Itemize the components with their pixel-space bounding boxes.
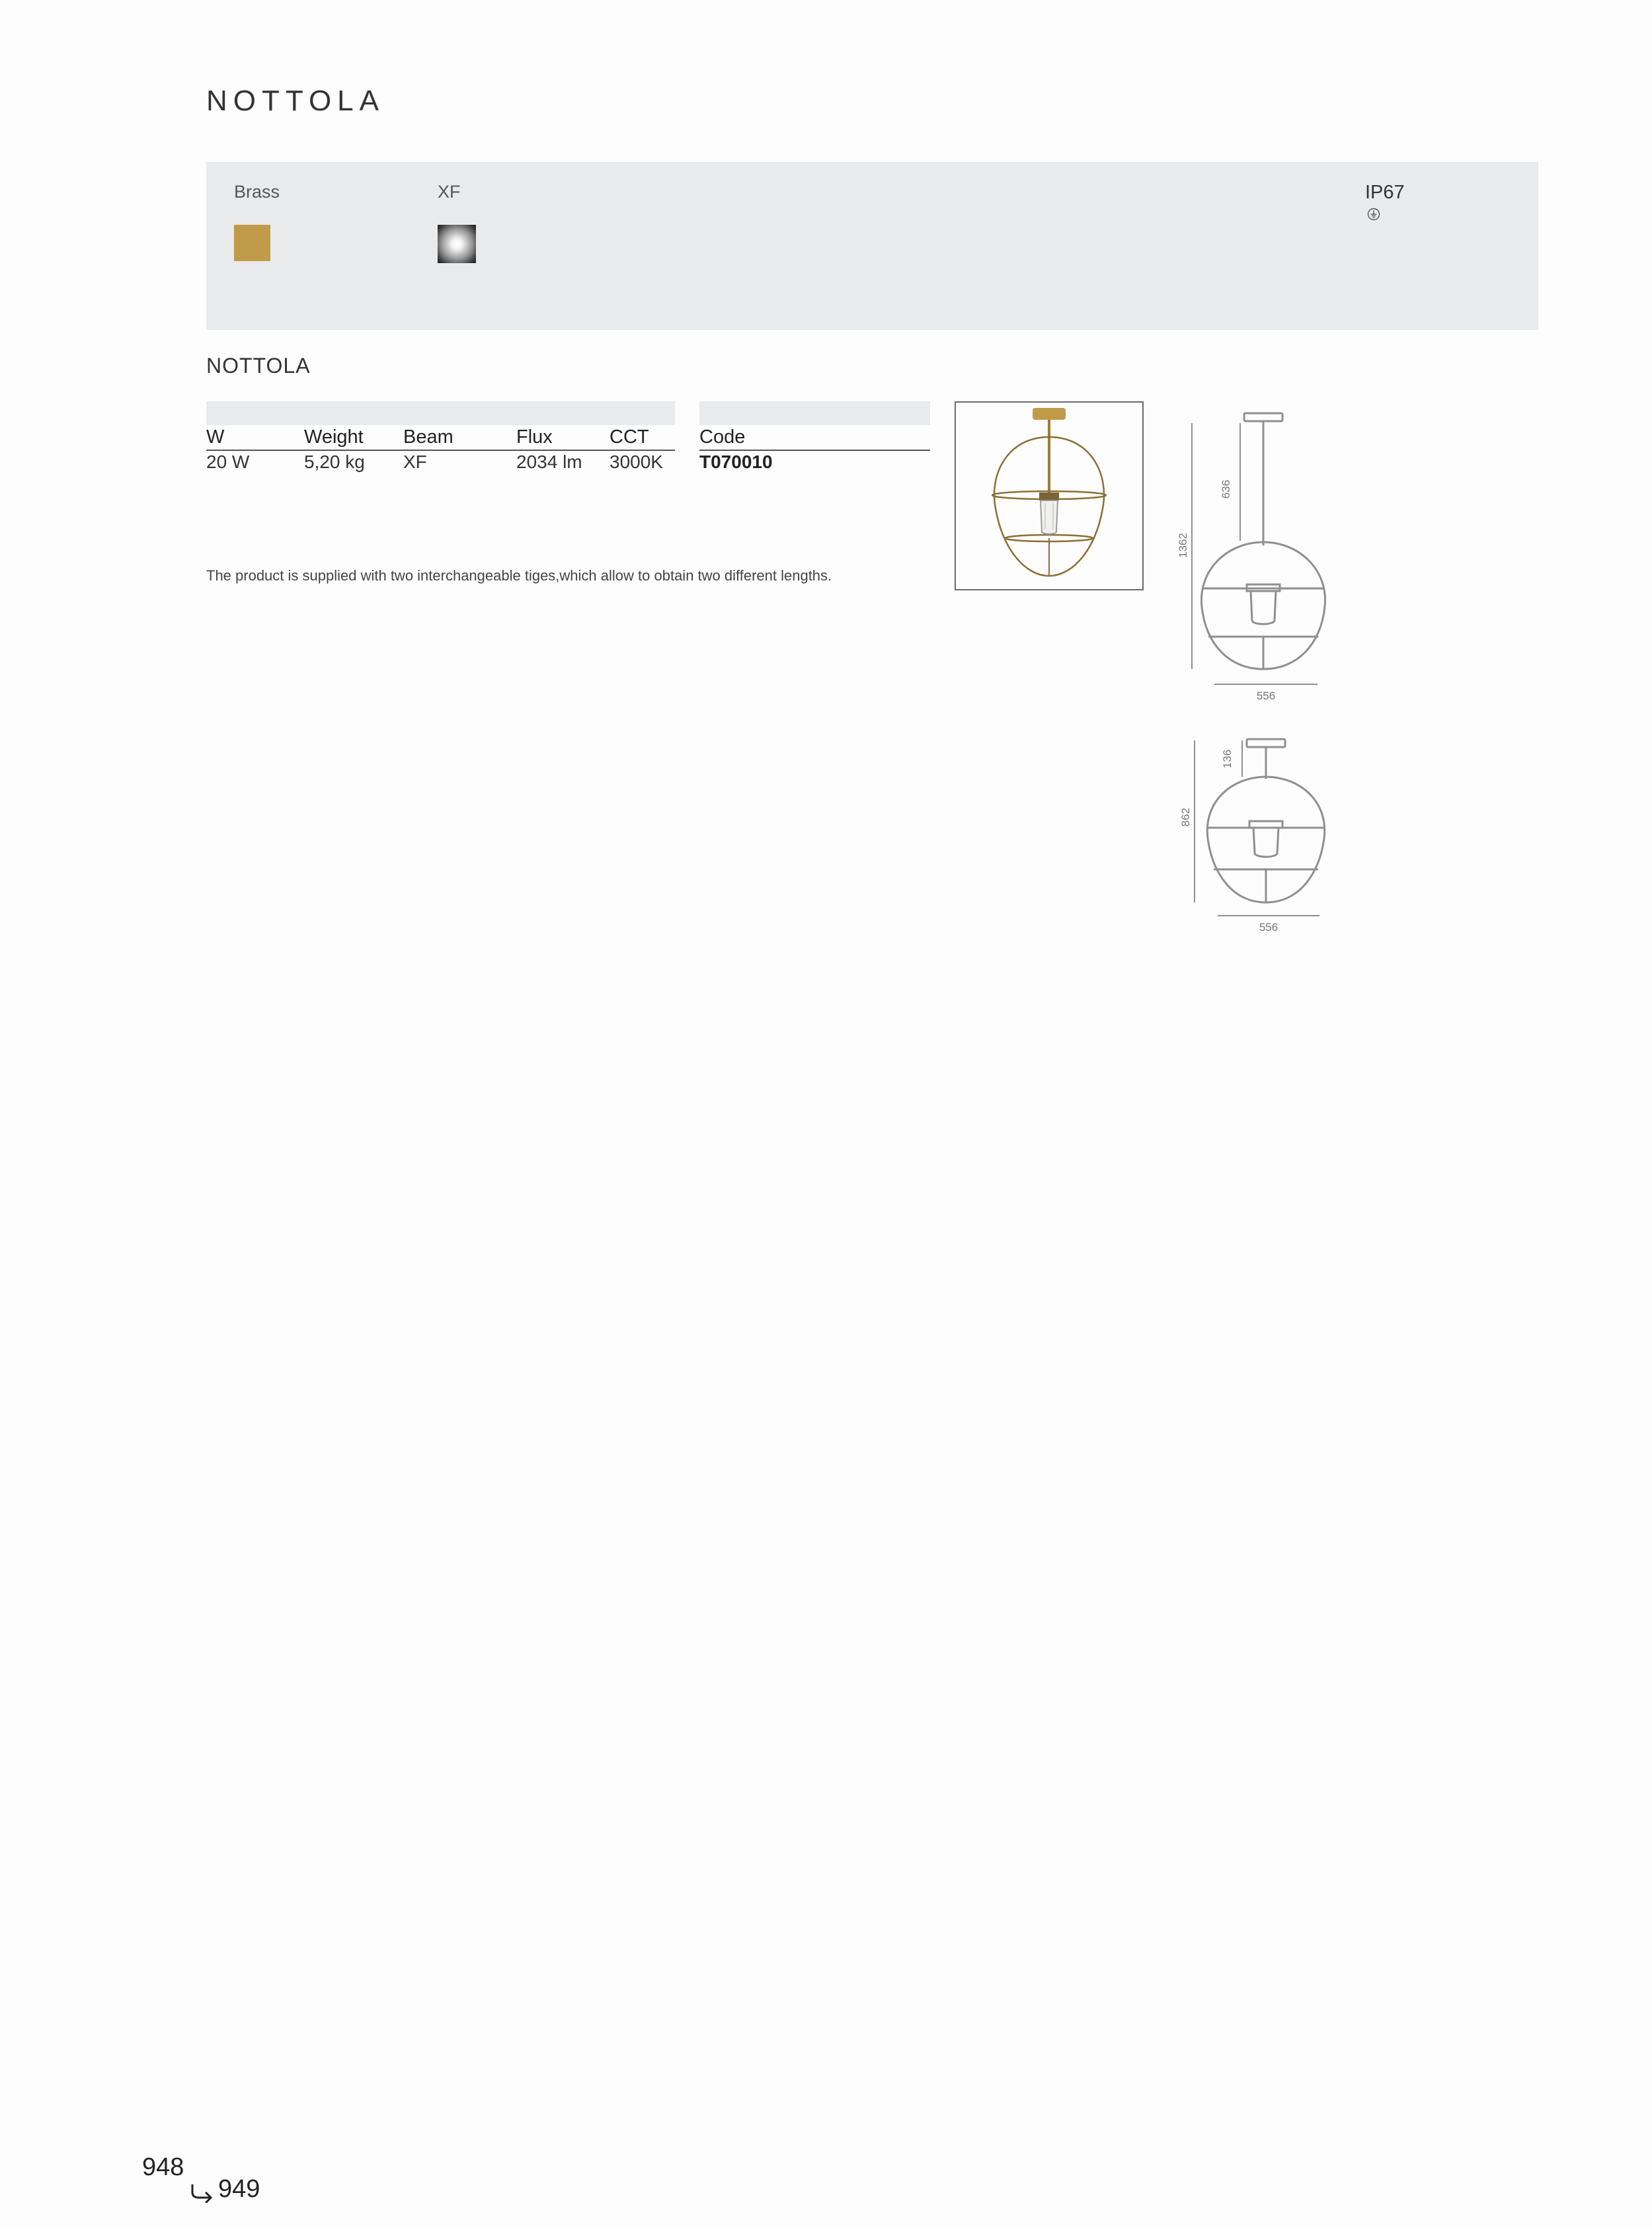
brass-swatch (234, 225, 270, 261)
next-page-number[interactable]: 949 (218, 2175, 260, 2203)
value-cct: 3000K (610, 452, 663, 472)
earth-ground-icon (1367, 208, 1380, 221)
beam-xf-swatch (438, 225, 476, 263)
page-title: NOTTOLA (206, 85, 385, 117)
beam-label: XF (438, 182, 461, 202)
long-version-drawing (1192, 413, 1325, 684)
header-w: W (206, 426, 225, 448)
code-header-bar (699, 401, 930, 425)
dim-long-stem: 636 (1220, 479, 1232, 499)
pendant-lamp-image (956, 403, 1142, 589)
value-beam: XF (403, 452, 427, 472)
technical-drawings (1177, 397, 1349, 945)
header-flux: Flux (516, 426, 553, 448)
ip-rating: IP67 (1365, 182, 1405, 203)
product-photo (955, 401, 1144, 590)
header-cct: CCT (610, 426, 649, 448)
product-note: The product is supplied with two interchangeable tiges,which allow to obtain two different lengths. (206, 567, 832, 584)
finishes-band (206, 162, 1538, 330)
dim-short-width: 556 (1259, 921, 1278, 934)
value-flux: 2034 lm (516, 452, 582, 472)
dim-short-height: 862 (1179, 807, 1192, 827)
spec-rule (206, 450, 675, 451)
brass-label: Brass (234, 182, 280, 202)
dim-short-stem: 136 (1221, 749, 1234, 769)
short-version-drawing (1195, 739, 1325, 916)
code-rule (699, 450, 930, 451)
value-code: T070010 (699, 452, 773, 472)
page-number: 948 (142, 2153, 184, 2181)
spec-header-bar (206, 401, 675, 425)
header-code: Code (699, 426, 746, 448)
next-page-arrow-icon (188, 2182, 215, 2203)
header-weight: Weight (304, 426, 364, 448)
dim-long-width: 556 (1256, 690, 1276, 702)
value-w: 20 W (206, 452, 250, 472)
dim-long-height: 1362 (1177, 533, 1189, 558)
value-weight: 5,20 kg (304, 452, 365, 472)
product-title: NOTTOLA (206, 354, 311, 378)
header-beam: Beam (403, 426, 453, 448)
